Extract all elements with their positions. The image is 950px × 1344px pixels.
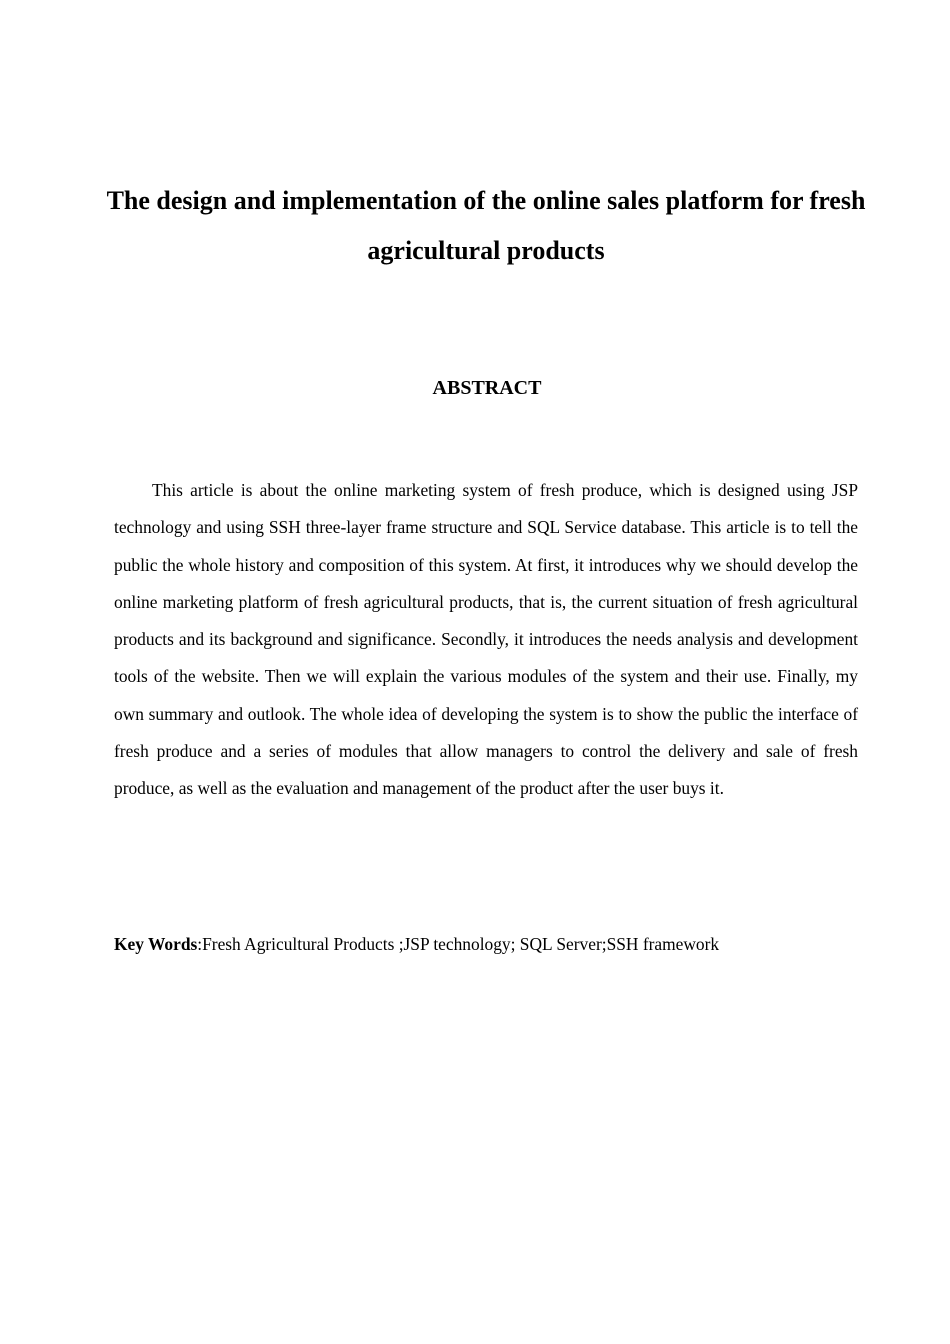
keywords-line <box>114 930 874 958</box>
keywords-label: Key Words <box>114 934 198 954</box>
keywords-value: Fresh Agricultural Products ;JSP technology; SQL Server;SSH framework <box>202 934 720 954</box>
abstract-heading: ABSTRACT <box>432 377 542 399</box>
paper-title: The design and implementation of the online sales platform for fresh agricultural products <box>106 186 866 265</box>
keywords-separator: : <box>197 934 203 954</box>
abstract-body: This article is about the online marketing system of fresh produce, which is designed using JSP technology and using SSH three-layer frame structure and SQL Service database. This article is to tell the public the whole history and composition of this system. At first, it introduces why we should develop the online marketing platform of fresh agricultural products, that is, the current situation of fresh agricultural products and its background and significance. Secondly, it introduces the needs analysis and development tools of the website. Then we will explain the various modules of the system and their use. Finally, my own summary and outlook. The whole idea of developing the system is to show the public the interface of fresh produce and a series of modules that allow managers to control the delivery and sale of fresh produce, as well as the evaluation and management of the product after the user buys it. <box>114 480 858 799</box>
